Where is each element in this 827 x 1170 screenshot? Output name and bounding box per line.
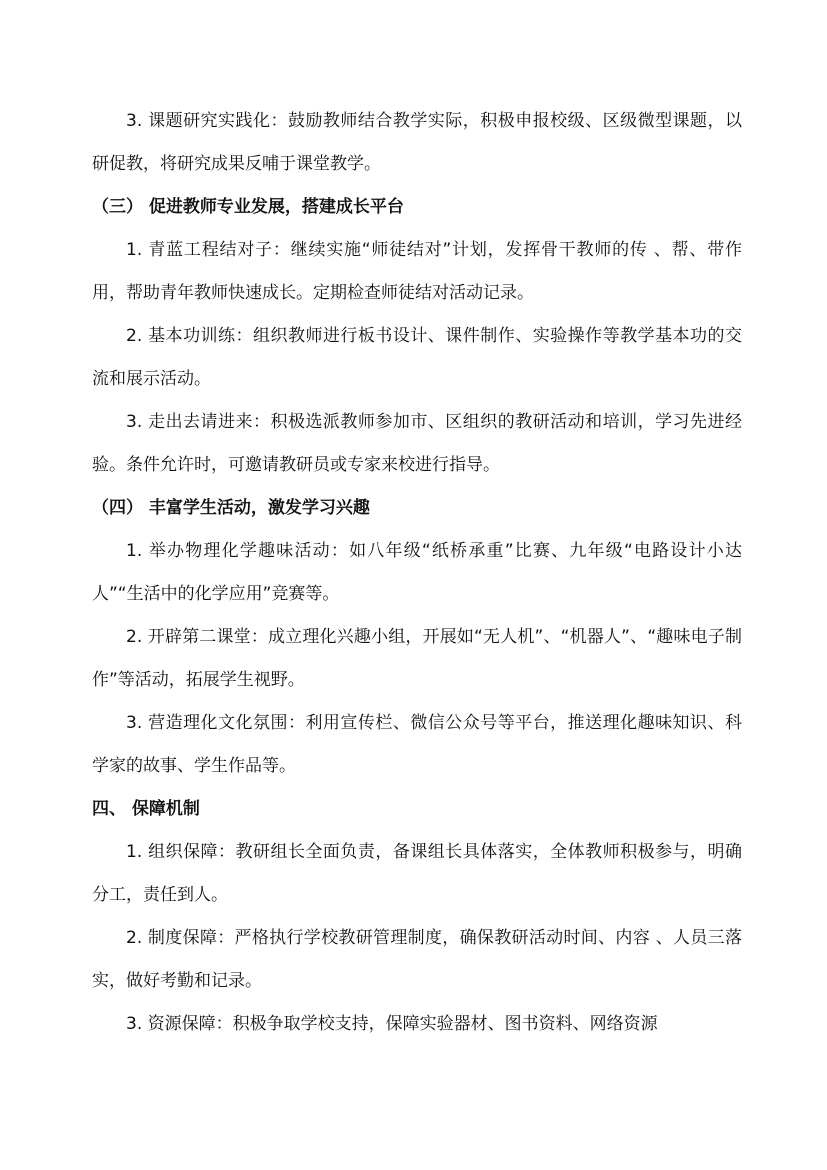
item-fun-activities: 1. 举办物理化学趣味活动：如八年级“纸桥承重”比赛、九年级“电路设计小达人”“生活中的化学应用”竞赛等。 (92, 541, 742, 604)
section-4-heading: （四） 丰富学生活动，激发学习兴趣 (92, 498, 370, 518)
section-3-heading: （三） 促进教师专业发展，搭建成长平台 (92, 197, 404, 217)
chapter-4-heading: 四、 保障机制 (92, 799, 200, 819)
item-system-guarantee: 2. 制度保障：严格执行学校教研管理制度，确保教研活动时间、内容 、人员三落实，做好考勤和记录。 (92, 928, 742, 991)
item-basic-skills: 2. 基本功训练：组织教师进行板书设计、课件制作、实验操作等教学基本功的交流和展示活动。 (92, 326, 742, 389)
item-mentor-pairing: 1. 青蓝工程结对子：继续实施“师徒结对”计划，发挥骨干教师的传 、帮、带作用，帮助青年教师快速成长。定期检查师徒结对活动记录。 (92, 240, 742, 303)
document-body (92, 100, 742, 1046)
item-culture-atmosphere: 3. 营造理化文化氛围：利用宣传栏、微信公众号等平台，推送理化趣味知识、科学家的故事、学生作品等。 (92, 713, 742, 776)
item-org-guarantee: 1. 组织保障：教研组长全面负责，备课组长具体落实，全体教师积极参与，明确分工，责任到人。 (92, 842, 742, 905)
item-second-classroom: 2. 开辟第二课堂：成立理化兴趣小组，开展如“无人机”、“机器人”、“趣味电子制作”等活动，拓展学生视野。 (92, 627, 742, 690)
item-research-practice: 3. 课题研究实践化：鼓励教师结合教学实际，积极申报校级、区级微型课题，以研促教，将研究成果反哺于课堂教学。 (92, 111, 742, 174)
item-resource-guarantee: 3. 资源保障：积极争取学校支持，保障实验器材、图书资料、网络资源 (126, 1014, 658, 1034)
item-go-out-invite-in: 3. 走出去请进来：积极选派教师参加市、区组织的教研活动和培训，学习先进经验。条件允许时，可邀请教研员或专家来校进行指导。 (92, 412, 742, 475)
